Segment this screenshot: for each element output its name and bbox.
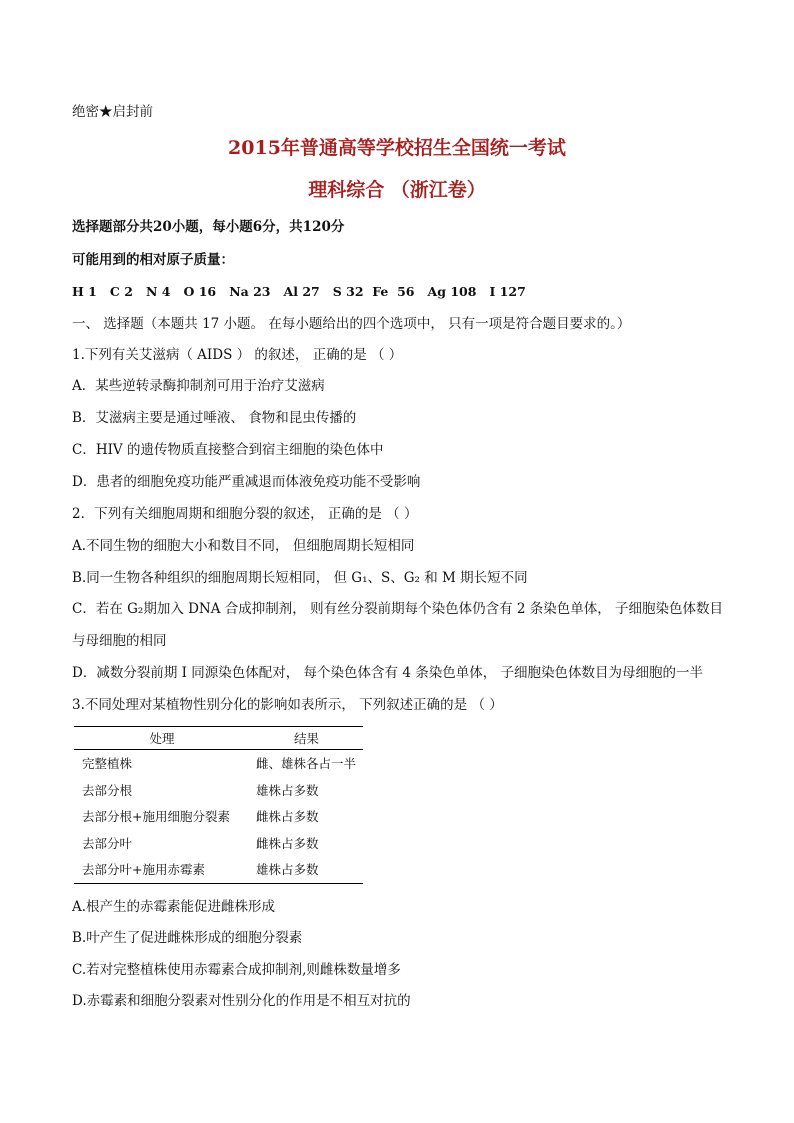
table-row (74, 856, 363, 883)
q1-option-a: A．某些逆转录酶抑制剂可用于治疗艾滋病 (72, 378, 325, 394)
table-cell-result: 雄株占多数 (256, 862, 319, 878)
header-result: 结果 (293, 731, 319, 746)
section-note: 选择题部分共20小题，每小题6分，共120分 (72, 219, 345, 235)
q1-option-c: C．HIV 的遗传物质直接整合到宿主细胞的染色体中 (72, 442, 384, 458)
q2-stem: 2．下列有关细胞周期和细胞分裂的叙述， 正确的是 （ ） (72, 506, 418, 522)
q2-option-d: D．减数分裂前期 I 同源染色体配对， 每个染色体含有 4 条染色单体， 子细胞染色体数目为母细胞的一半 (72, 665, 703, 681)
q3-option-d: D.赤霉素和细胞分裂素对性别分化的作用是不相互对抗的 (72, 993, 411, 1009)
part-one-heading: 一、 选择题（本题共 17 小题。 在每小题给出的四个选项中， 只有一项是符合题目要求的。） (72, 316, 631, 332)
table-row (74, 803, 363, 830)
header-treatment: 处理 (149, 731, 175, 746)
table-row (74, 777, 363, 804)
q3-option-a: A.根产生的赤霉素能促进雌株形成 (72, 899, 276, 915)
table-cell-result: 雌、雄株各占一半 (256, 756, 357, 772)
atomic-mass-values: H 1 C 2 N 4 O 16 Na 23 Al 27 S 32 Fe 56 Ag 108 I 127 (72, 284, 526, 299)
q1-option-d: D．患者的细胞免疫功能严重减退而体液免疫功能不受影响 (72, 474, 421, 490)
q1-stem: 1.下列有关艾滋病（ AIDS ） 的叙述， 正确的是 （ ） (72, 347, 403, 363)
table-cell-result: 雄株占多数 (256, 782, 319, 798)
table-cell-treatment: 完整植株 (82, 756, 133, 772)
q2-option-a: A.不同生物的细胞大小和数目不同， 但细胞周期长短相同 (72, 538, 415, 554)
treatment-result-table (74, 726, 363, 884)
table-row (74, 830, 363, 857)
table-cell-treatment: 去部分根 (82, 782, 133, 798)
table-cell-result: 雌株占多数 (256, 835, 319, 851)
q3-option-c: C.若对完整植株使用赤霉素合成抑制剂,则雌株数量增多 (72, 962, 401, 978)
q2-option-c-line2: 与母细胞的相同 (72, 633, 167, 649)
exam-subtitle: 理科综合 （浙江卷） (308, 179, 486, 201)
exam-title: 2015年普通高等学校招生全国统一考试 (228, 137, 566, 159)
q2-option-b: B.同一生物各种组织的细胞周期长短相同， 但 G₁、S、G₂ 和 M 期长短不同 (72, 570, 528, 586)
table-cell-treatment: 去部分根+施用细胞分裂素 (82, 809, 230, 825)
atomic-mass-label: 可能用到的相对原子质量： (72, 252, 234, 268)
table-cell-result: 雌株占多数 (256, 809, 319, 825)
q1-option-b: B．艾滋病主要是通过唾液、 食物和昆虫传播的 (72, 410, 357, 426)
table-cell-treatment: 去部分叶 (82, 835, 133, 851)
q2-option-c-line1: C．若在 G₂期加入 DNA 合成抑制剂， 则有丝分裂前期每个染色体仍含有 2 条染色单体， 子细胞染色体数目 (72, 601, 724, 617)
table-row (74, 750, 363, 777)
table-cell-treatment: 去部分叶+施用赤霉素 (82, 862, 205, 878)
table-header-row (74, 727, 363, 750)
q3-stem: 3.不同处理对某植物性别分化的影响如表所示， 下列叙述正确的是 （ ） (72, 697, 503, 713)
q3-option-b: B.叶产生了促进雌株形成的细胞分裂素 (72, 930, 303, 946)
confidential-mark: 绝密★启封前 (72, 104, 153, 120)
